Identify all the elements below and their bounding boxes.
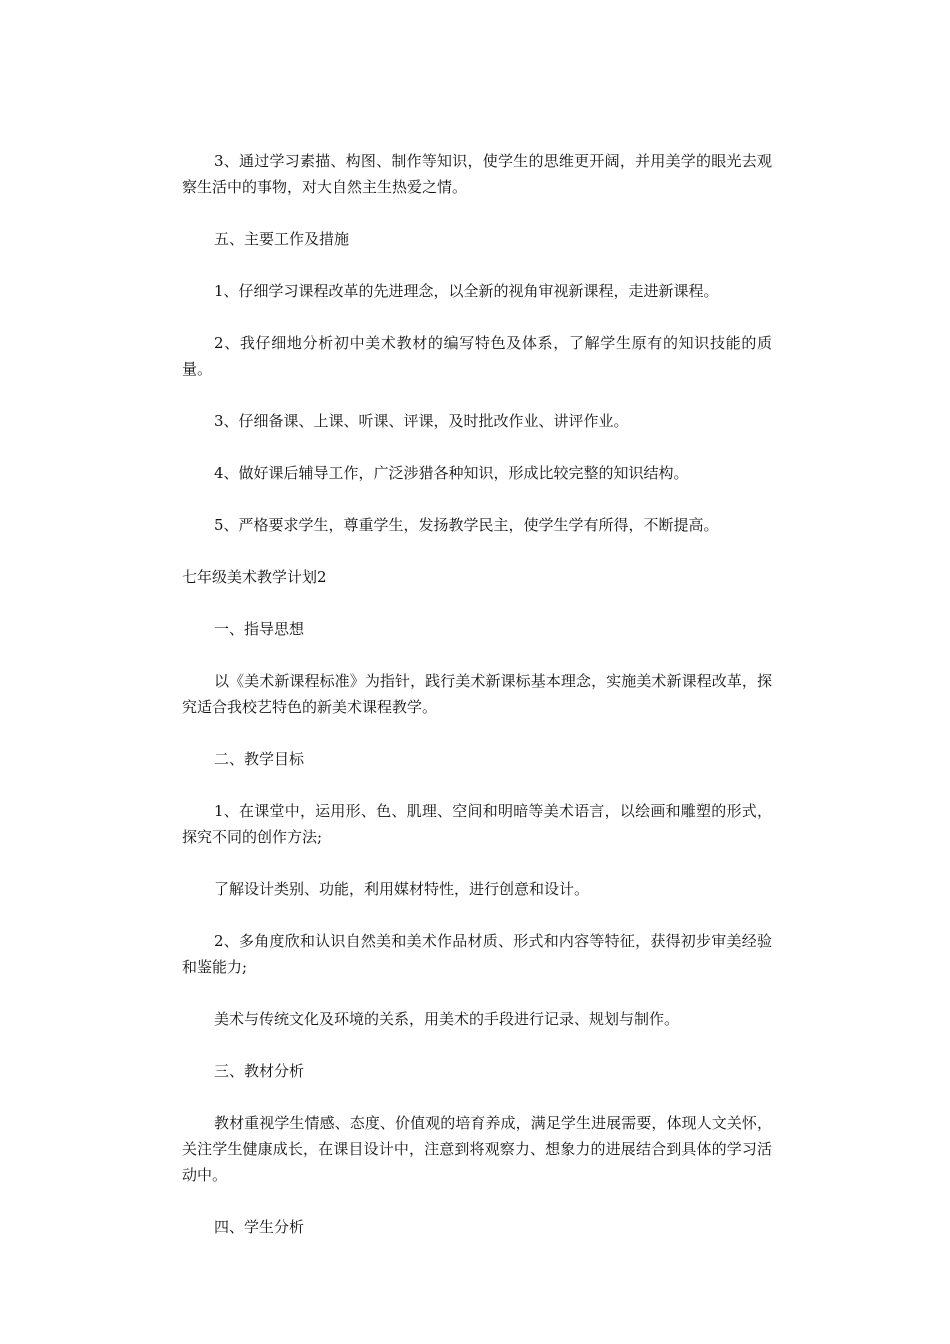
document-body <box>182 148 772 1266</box>
paragraph-culture: 美术与传统文化及环境的关系，用美术的手段进行记录、规划与制作。 <box>214 1010 680 1028</box>
section-heading-teaching-goals: 二、教学目标 <box>214 750 305 768</box>
paragraph-measure-1: 1、仔细学习课程改革的先进理念，以全新的视角审视新课程，走进新课程。 <box>214 282 719 300</box>
paragraph-measure-5: 5、严格要求学生，尊重学生，发扬教学民主，使学生学有所得，不断提高。 <box>214 516 719 534</box>
paragraph-guiding-thought: 以《美术新课程标准》为指针，践行美术新课标基本理念，实施美术新课程改革，探究适合我校艺特色的新美术课程教学。 <box>182 672 772 716</box>
paragraph-goal-3: 3、通过学习素描、构图、制作等知识，使学生的思维更开阔，并用美学的眼光去观察生活中的事物，对大自然主生热爱之情。 <box>182 152 772 196</box>
paragraph-textbook-analysis: 教材重视学生情感、态度、价值观的培育养成，满足学生进展需要，体现人文关怀，关注学生健康成长，在课目设计中，注意到将观察力、想象力的进展结合到具体的学习活动中。 <box>182 1114 772 1184</box>
paragraph-measure-4: 4、做好课后辅导工作，广泛涉猎各种知识，形成比较完整的知识结构。 <box>214 464 689 482</box>
paragraph-goal-1: 1、在课堂中，运用形、色、肌理、空间和明暗等美术语言，以绘画和雕塑的形式，探究不同的创作方法; <box>182 802 772 846</box>
plan-title: 七年级美术教学计划2 <box>182 568 327 586</box>
section-heading-main-work: 五、主要工作及措施 <box>214 230 350 248</box>
section-heading-textbook-analysis: 三、教材分析 <box>214 1062 305 1080</box>
paragraph-design: 了解设计类别、功能，利用媒材特性，进行创意和设计。 <box>214 880 590 898</box>
paragraph-measure-3: 3、仔细备课、上课、听课、评课，及时批改作业、讲评作业。 <box>214 412 629 430</box>
paragraph-goal-2: 2、多角度欣和认识自然美和美术作品材质、形式和内容等特征，获得初步审美经验和鉴能力; <box>182 932 772 976</box>
section-heading-guiding-thought: 一、指导思想 <box>214 620 305 638</box>
paragraph-measure-2: 2、我仔细地分析初中美术教材的编写特色及体系，了解学生原有的知识技能的质量。 <box>182 334 772 378</box>
section-heading-student-analysis: 四、学生分析 <box>214 1218 305 1236</box>
